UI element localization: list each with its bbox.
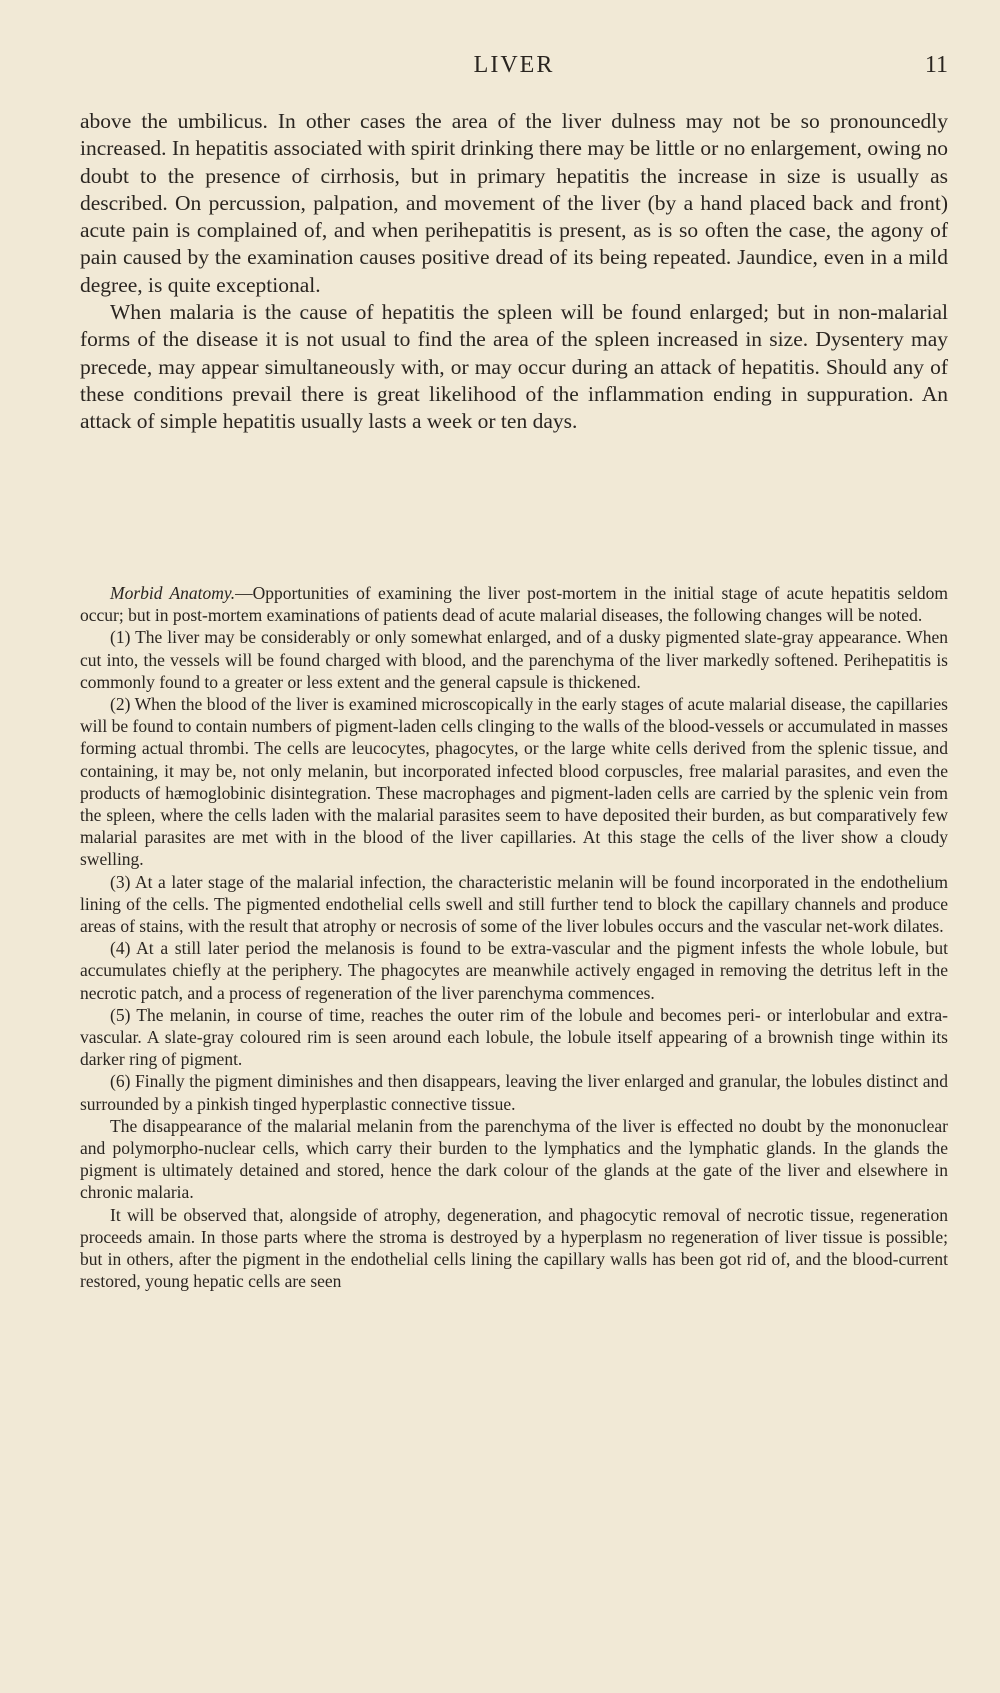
paragraph: (4) At a still later period the melanosis is found to be extra-vascular and the pigment infests the whole lobule, but accumulates chiefly at the periphery. The phagocytes are meanwhile actively engaged in removing the detritus left in the necrotic patch, and a process of regeneration of the liver parenchyma commences. [80,938,948,1003]
paragraph: (1) The liver may be considerably or only somewhat enlarged, and of a dusky pigmented slate-gray appearance. When cut into, the vessels will be found charged with blood, and the parenchyma of the liver markedly softened. Perihepatitis is commonly found to a greater or less extent and the general capsule is thickened. [80,627,948,692]
section-heading: Morbid Anatomy. [110,583,236,603]
paragraph: (6) Finally the pigment diminishes and then disappears, leaving the liver enlarged and granular, the lobules distinct and surrounded by a pinkish tinged hyperplastic connective tissue. [80,1071,948,1114]
running-header [80,52,948,88]
paragraph: (3) At a later stage of the malarial infection, the characteristic melanin will be found incorporated in the endothelium lining of the cells. The pigmented endothelial cells swell and still further tend to block the capillary channels and produce areas of stains, with the result that atrophy or necrosis of some of the liver lobules occurs and the vascular net-work dilates. [80,871,948,937]
main-text-block [80,108,948,436]
paragraph: It will be observed that, alongside of atrophy, degeneration, and phagocytic removal of necrotic tissue, regeneration proceeds amain. In those parts where the stroma is destroyed by a hyperplasm no regeneration of liver tissue is possible; but in others, after the pigment in the endothelial cells lining the capillary walls has been got rid of, and the blood-current restored, young hepatic cells are seen [80,1204,948,1292]
paragraph: above the umbilicus. In other cases the area of the liver dulness may not be so pronouncedly increased. In hepatitis associated with spirit drinking there may be little or no enlargement, owing no doubt to the presence of cirrhosis, but in primary hepatitis the increase in size is usually as described. On percussion, palpation, and movement of the liver (by a hand placed back and front) acute pain is complained of, and when perihepatitis is present, as is so often the case, the agony of pain caused by the examination causes positive dread of its being repeated. Jaundice, even in a mild degree, is quite exceptional. [80,109,948,297]
paragraph: When malaria is the cause of hepatitis the spleen will be found enlarged; but in non-malarial forms of the disease it is not usual to find the area of the spleen increased in size. Dysentery may precede, may appear simultaneously with, or may occur during an attack of hepatitis. Should any of these conditions prevail there is great likelihood of the inflammation ending in suppuration. An attack of simple hepatitis usually lasts a week or ten days. [80,300,948,434]
page-number: 11 [924,52,948,78]
paragraph: (2) When the blood of the liver is examined microscopically in the early stages of acute malarial disease, the capillaries will be found to contain numbers of pigment-laden cells clinging to the walls of the blood-vessels or accumulated in masses forming actual thrombi. The cells are leucocytes, phagocytes, or the large white cells derived from the splenic tissue, and containing, it may be, not only melanin, but incorporated infected blood corpuscles, free malarial parasites, and even the products of hæmoglobinic disintegration. These macrophages and pigment-laden cells are carried by the splenic vein from the spleen, where the cells laden with the malarial parasites seem to have deposited their burden, as but comparatively few malarial parasites are met with in the blood of the liver capillaries. At this stage the cells of the liver show a cloudy swelling. [80,694,948,870]
paragraph: (5) The melanin, in course of time, reaches the outer rim of the lobule and becomes peri- or interlobular and extra-vascular. A slate-gray coloured rim is seen around each lobule, the lobule itself appearing of a brownish tinge within its darker ring of pigment. [80,1004,948,1070]
running-title: LIVER [473,52,555,78]
morbid-anatomy-section [80,582,948,1293]
section-intro-text: —Opportunities of examining the liver post-mortem in the initial stage of acute hepatitis seldom occur; but in post-mortem examinations of patients dead of acute malarial diseases, the following changes will be noted. [80,583,948,626]
section-intro-paragraph [80,582,948,626]
paragraph: The disappearance of the malarial melanin from the parenchyma of the liver is effected no doubt by the mononuclear and polymorpho-nuclear cells, which carry their burden to the lymphatics and the lymphatic glands. In the glands the pigment is ultimately detained and stored, hence the dark colour of the glands at the gate of the liver and elsewhere in chronic malaria. [80,1115,948,1203]
